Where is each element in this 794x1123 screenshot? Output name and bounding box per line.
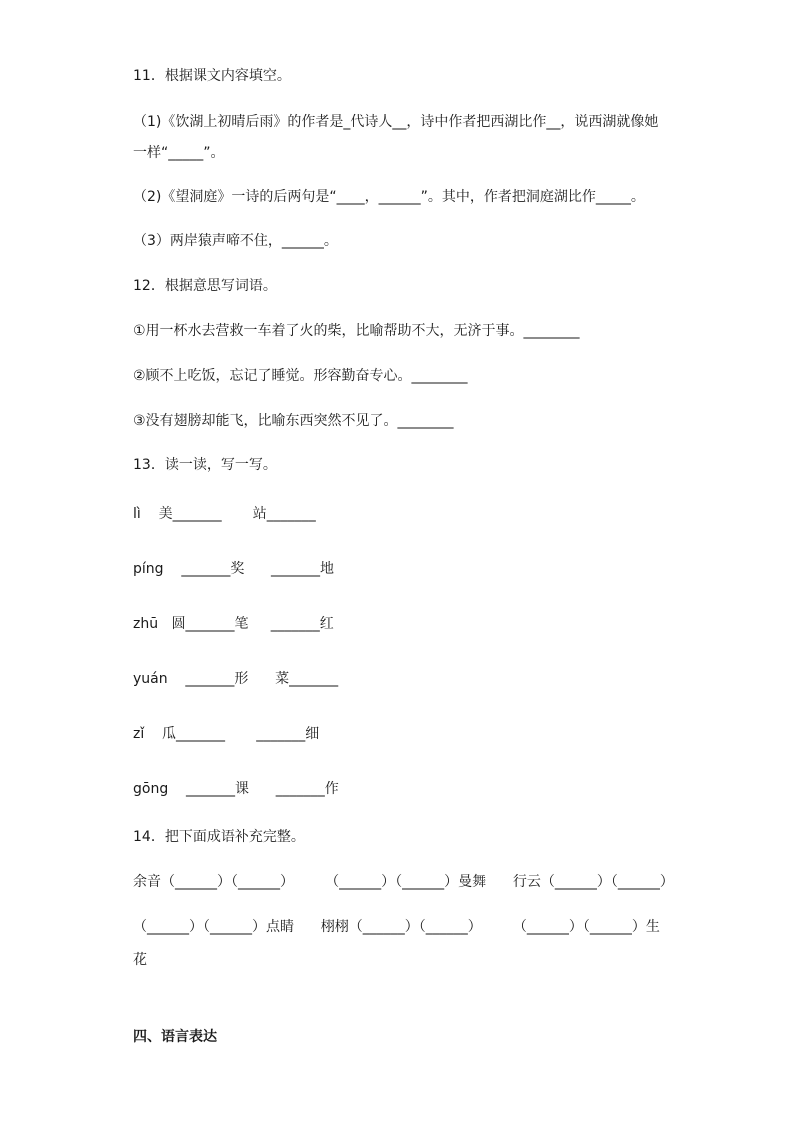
- q13-title: 13．读一读，写一写。: [133, 457, 277, 473]
- q11-part1-line2: 一样“_____”。: [133, 145, 225, 161]
- q12-item2: ②顾不上吃饭，忘记了睡觉。形容勤奋专心。________: [133, 368, 468, 384]
- q14-row3: 花: [133, 952, 147, 968]
- q14-row2: （______）（______）点睛 栩栩（______）（______） （______）（______）生: [133, 919, 660, 935]
- q12-title: 12．根据意思写词语。: [133, 278, 277, 294]
- q13-row-li: lì 美_______ 站_______: [133, 506, 316, 522]
- q13-row-zhu: zhū 圆_______笔 _______红: [133, 616, 334, 632]
- q12-item3: ③没有翅膀却能飞，比喻东西突然不见了。________: [133, 413, 454, 429]
- q11-part1-line1: （1)《饮湖上初晴后雨》的作者是_代诗人__，诗中作者把西湖比作__，说西湖就像她: [133, 114, 659, 130]
- q14-row1: 余音（______）（______） （______）（______）曼舞 行云（______）（______）: [133, 874, 674, 890]
- q13-row-yuan: yuán _______形 菜_______: [133, 671, 339, 687]
- q13-row-gong: gōng _______课 _______作: [133, 781, 339, 797]
- section-heading: 四、语言表达: [133, 1029, 217, 1045]
- q11-part2: （2)《望洞庭》一诗的后两句是“____，______”。其中，作者把洞庭湖比作_____。: [133, 189, 645, 205]
- q13-row-ping: píng _______奖 _______地: [133, 561, 335, 577]
- q14-title: 14．把下面成语补充完整。: [133, 829, 305, 845]
- q13-row-zi: zǐ 瓜_______ _______细: [133, 726, 320, 742]
- q11-part3: （3）两岸猿声啼不住，______。: [133, 233, 338, 249]
- q12-item1: ①用一杯水去营救一车着了火的柴，比喻帮助不大，无济于事。________: [133, 323, 580, 339]
- q11-title: 11．根据课文内容填空。: [133, 68, 291, 84]
